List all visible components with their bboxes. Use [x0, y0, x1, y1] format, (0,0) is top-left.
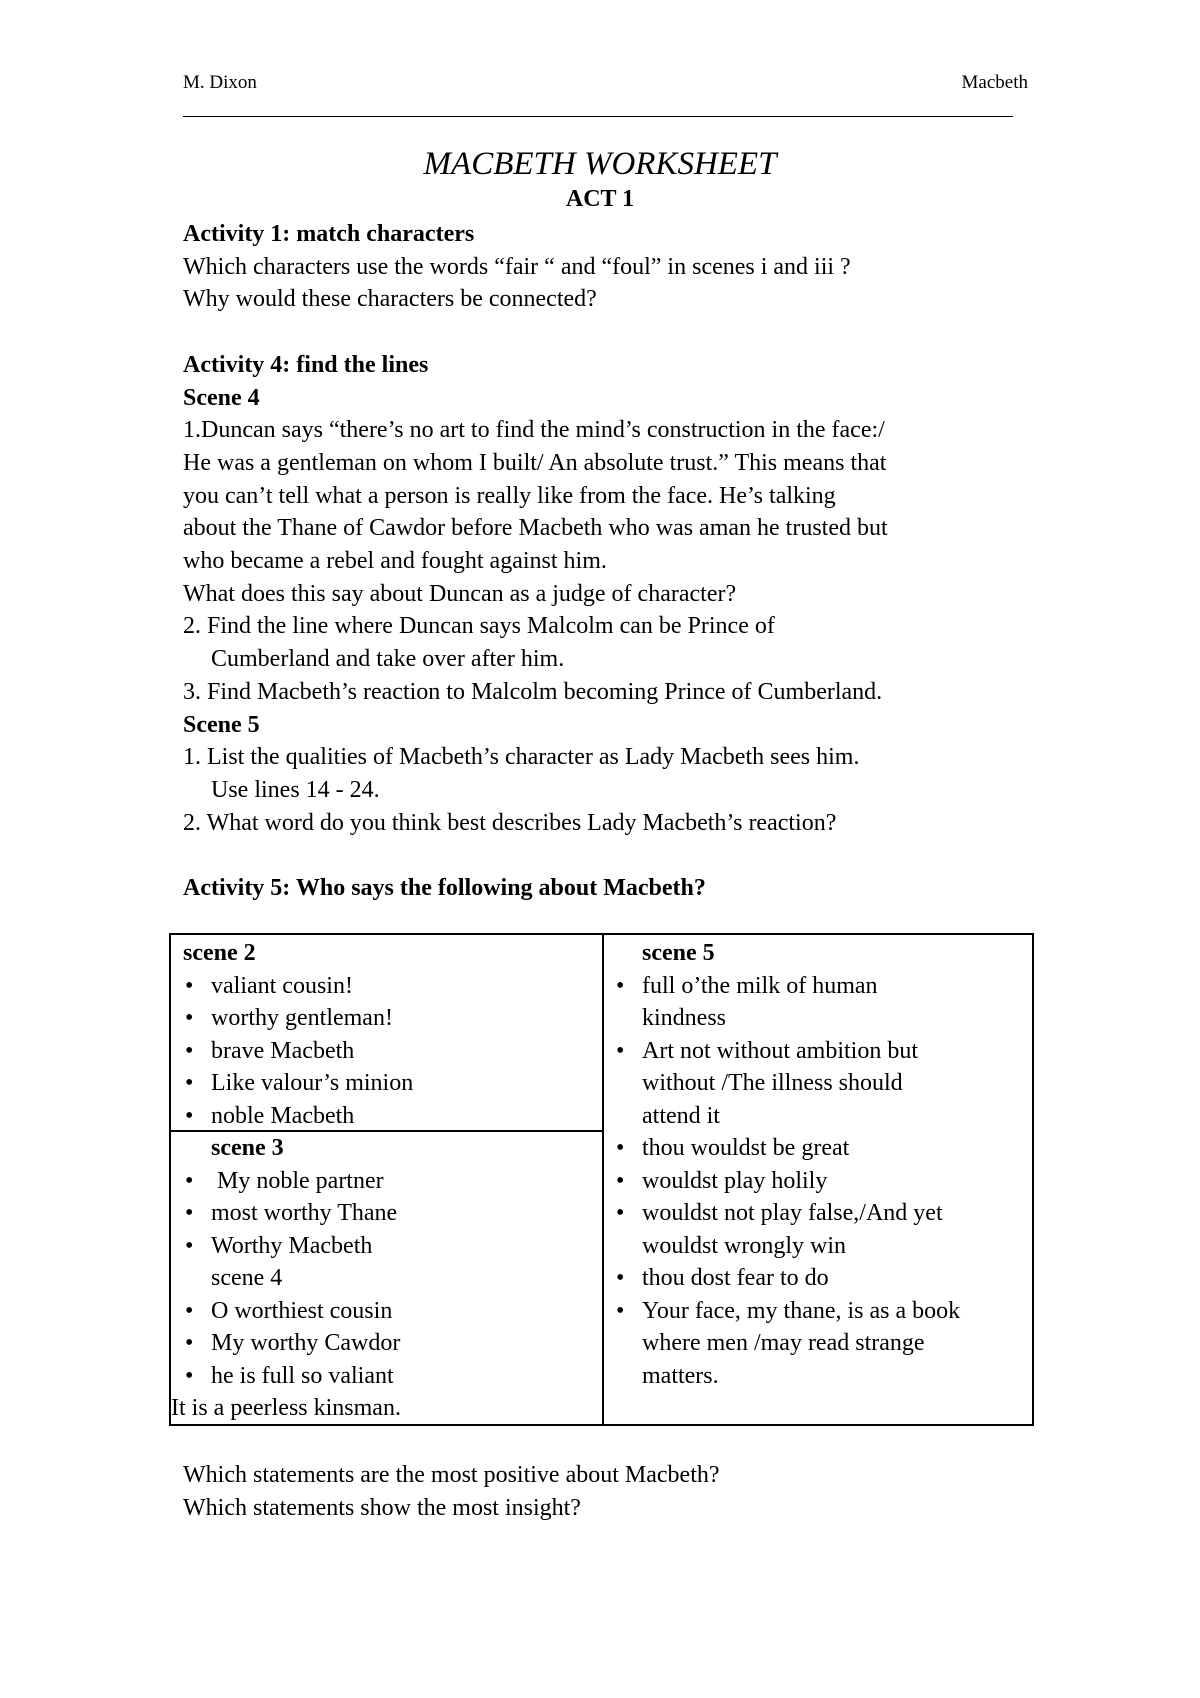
- scene4-line: who became a rebel and fought against him.: [183, 548, 607, 575]
- activity5-heading: Activity 5: Who says the following about Macbeth?: [183, 875, 706, 902]
- list-item: • thou wouldst be great: [614, 1132, 960, 1165]
- list-item-continued: wouldst wrongly win: [642, 1232, 846, 1259]
- closing-questions: [183, 1459, 720, 1525]
- list-item: • valiant cousin!: [183, 970, 413, 1003]
- scene5-heading: Scene 5: [183, 711, 260, 738]
- bullet-icon: •: [616, 972, 625, 999]
- bullet-icon: •: [185, 1297, 194, 1324]
- list-item: • wouldst play holily: [614, 1165, 960, 1198]
- scene4-line: you can’t tell what a person is really like from the face. He’s talking: [183, 482, 836, 509]
- spacer: [183, 316, 1023, 349]
- list-item: • Art not without ambition but: [614, 1035, 960, 1068]
- bullet-icon: •: [616, 1200, 625, 1226]
- question-line: Which statements show the most insight?: [183, 1495, 581, 1521]
- scene4-heading: Scene 4: [183, 384, 260, 411]
- list-item-continued: attend it: [642, 1102, 720, 1129]
- list-item: • Your face, my thane, is as a book: [614, 1295, 960, 1328]
- bullet-icon: •: [185, 1102, 194, 1129]
- bullet-icon: •: [616, 1167, 625, 1194]
- bullet-icon: •: [185, 1200, 194, 1226]
- activity1-heading: Activity 1: match characters: [183, 221, 475, 247]
- bullet-icon: •: [185, 972, 194, 999]
- header-subject: Macbeth: [961, 72, 1028, 93]
- bullet-icon: •: [185, 1232, 194, 1259]
- activity4-heading: Activity 4: find the lines: [183, 351, 429, 378]
- list-item-continued: kindness: [642, 1005, 726, 1031]
- list-item: • most worthy Thane: [183, 1197, 401, 1230]
- scene4-line: about the Thane of Cawdor before Macbeth who was aman he trusted but: [183, 515, 888, 542]
- scene5-line: Use lines 14 - 24.: [211, 776, 380, 803]
- list-item: • My noble partner: [183, 1165, 401, 1198]
- bullet-icon: •: [185, 1070, 194, 1096]
- bullet-icon: •: [185, 1330, 194, 1356]
- header-rule: [183, 116, 1013, 117]
- list-item-continued: matters.: [642, 1362, 719, 1389]
- scene4-line: What does this say about Duncan as a judge of character?: [183, 580, 737, 607]
- bullet-icon: •: [616, 1037, 625, 1064]
- bullet-icon: •: [616, 1135, 625, 1161]
- list-item-continued: without /The illness should: [642, 1070, 903, 1096]
- list-item: • worthy gentleman!: [183, 1002, 413, 1035]
- scene4-line: 1.Duncan says “there’s no art to find the mind’s construction in the face:/: [183, 417, 885, 444]
- list-item: • thou dost fear to do: [614, 1262, 960, 1295]
- header-author: M. Dixon: [183, 72, 257, 93]
- bullet-icon: •: [616, 1297, 625, 1324]
- scene3-4-cell: [171, 1132, 401, 1425]
- scene3-heading: scene 3: [211, 1135, 284, 1161]
- list-item: • Like valour’s minion: [183, 1067, 413, 1100]
- scene5-cell: [614, 937, 960, 1392]
- bullet-icon: •: [185, 1362, 194, 1389]
- scene5-line: 2. What word do you think best describes Lady Macbeth’s reaction?: [183, 809, 837, 836]
- activity1-line: Why would these characters be connected?: [183, 286, 597, 313]
- scene4-line: He was a gentleman on whom I built/ An absolute trust.” This means that: [183, 449, 887, 476]
- quotes-table: [169, 933, 1034, 1426]
- list-item: • full o’the milk of human: [614, 970, 960, 1003]
- worksheet-body: [183, 218, 1023, 905]
- list-item: • he is full so valiant: [183, 1360, 401, 1393]
- scene2-cell: [183, 937, 413, 1132]
- page-subtitle: ACT 1: [565, 186, 635, 212]
- scene5-heading: scene 5: [642, 940, 715, 966]
- scene4-line: 2. Find the line where Duncan says Malcolm can be Prince of: [183, 613, 775, 640]
- scene4-label: scene 4: [211, 1265, 283, 1291]
- bullet-icon: •: [185, 1167, 194, 1194]
- list-item-continued: where men /may read strange: [642, 1330, 925, 1356]
- scene2-heading: scene 2: [183, 940, 256, 966]
- scene4-line: 3. Find Macbeth’s reaction to Malcolm becoming Prince of Cumberland.: [183, 678, 883, 705]
- bullet-icon: •: [185, 1037, 194, 1064]
- table-divider-vertical: [602, 935, 604, 1424]
- page-title: MACBETH WORKSHEET: [423, 146, 777, 182]
- list-item: • noble Macbeth: [183, 1100, 413, 1133]
- list-item: • wouldst not play false,/And yet: [614, 1197, 960, 1230]
- bullet-icon: •: [616, 1265, 625, 1291]
- scene4-tail: It is a peerless kinsman.: [171, 1395, 401, 1421]
- scene5-line: 1. List the qualities of Macbeth’s character as Lady Macbeth sees him.: [183, 744, 860, 771]
- bullet-icon: •: [185, 1005, 194, 1031]
- list-item: • brave Macbeth: [183, 1035, 413, 1068]
- list-item: • My worthy Cawdor: [183, 1327, 401, 1360]
- scene4-line: Cumberland and take over after him.: [211, 646, 565, 673]
- list-item: • O worthiest cousin: [183, 1295, 401, 1328]
- question-line: Which statements are the most positive about Macbeth?: [183, 1462, 720, 1488]
- spacer: [183, 839, 1023, 872]
- activity1-line: Which characters use the words “fair “ and “foul” in scenes i and iii ?: [183, 253, 851, 280]
- list-item: • Worthy Macbeth: [183, 1230, 401, 1263]
